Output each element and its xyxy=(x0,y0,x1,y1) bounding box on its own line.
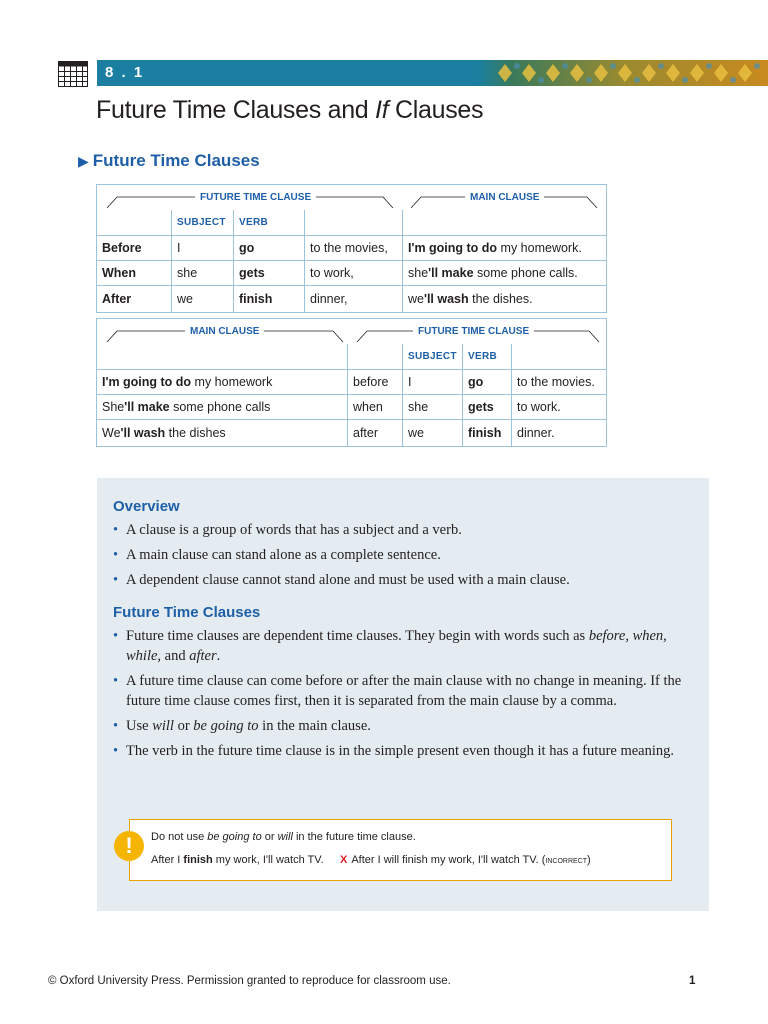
blank-cell xyxy=(97,210,172,236)
note-box xyxy=(129,819,672,881)
table-cell: she xyxy=(403,395,463,420)
note-rule: Do not use be going to or will in the future time clause. xyxy=(151,831,416,843)
table-cell: after xyxy=(348,420,403,446)
table-cell: We 'll wash the dishes xyxy=(97,420,348,446)
blank-cell xyxy=(97,344,348,370)
incorrect-example: X After I will finish my work, I'll watch TV. (incorrect) xyxy=(340,854,591,866)
overview-heading: Overview xyxy=(113,498,180,515)
page-number: 1 xyxy=(689,975,696,987)
table-cell: dinner, xyxy=(305,286,403,312)
future-time-clause-group: FUTURE TIME CLAUSE xyxy=(105,188,395,210)
triangle-bullet-icon: ▶ xyxy=(78,153,89,169)
table-cell: gets xyxy=(463,395,512,420)
table-cell: when xyxy=(348,395,403,420)
overview-list xyxy=(113,520,693,595)
table-cell: she xyxy=(172,261,234,286)
table-cell: I'm going to do my homework. xyxy=(403,236,606,261)
blank-cell xyxy=(512,344,606,370)
table-cell: go xyxy=(234,236,305,261)
verb-header: VERB xyxy=(234,210,305,236)
table-cell: we 'll wash the dishes. xyxy=(408,292,533,306)
list-item: • Use will or be going to in the main clause. xyxy=(113,716,693,736)
future-time-clauses-heading: Future Time Clauses xyxy=(113,604,261,621)
table-cell: to work. xyxy=(512,395,606,420)
section-number: 8 . 1 xyxy=(105,64,145,81)
table-cell: After xyxy=(97,286,172,312)
table-cell: She 'll make some phone calls xyxy=(97,395,348,420)
table-cell: When xyxy=(97,261,172,286)
section-header-bar xyxy=(97,60,768,86)
table-cell: I xyxy=(172,236,234,261)
table-cell: to the movies, xyxy=(305,236,403,261)
subject-header: SUBJECT xyxy=(403,344,463,370)
table-cell: we xyxy=(403,420,463,446)
table-cell: Before xyxy=(97,236,172,261)
page-title: Future Time Clauses and If Clauses xyxy=(96,96,484,124)
table-cell: go xyxy=(463,370,512,395)
table-cell: before xyxy=(348,370,403,395)
table-cell: dinner. xyxy=(517,426,555,440)
list-item: • Future time clauses are dependent time clauses. They begin with words such as before, when, while, and after. xyxy=(113,626,693,666)
table-cell: gets xyxy=(234,261,305,286)
table-cell: we xyxy=(172,286,234,312)
list-item: • A clause is a group of words that has a subject and a verb. xyxy=(113,520,693,540)
list-item: • A main clause can stand alone as a complete sentence. xyxy=(113,545,693,565)
mosaic-decoration xyxy=(478,60,768,86)
table-grid-icon xyxy=(58,61,88,87)
correct-example: After I finish my work, I'll watch TV. xyxy=(151,854,324,866)
main-clause-group: MAIN CLAUSE xyxy=(105,322,345,344)
blank-cell xyxy=(305,210,403,236)
table-cell: she 'll make some phone calls. xyxy=(403,261,606,286)
table-cell: to the movies. xyxy=(512,370,606,395)
section-heading: ▶ Future Time Clauses xyxy=(78,151,260,170)
x-mark-icon: X xyxy=(340,854,348,866)
list-item: • The verb in the future time clause is in the simple present even though it has a future meaning. xyxy=(113,741,693,761)
exclamation-icon: ! xyxy=(114,831,144,861)
verb-header: VERB xyxy=(463,344,512,370)
main-first-table xyxy=(96,318,607,447)
table-cell: I xyxy=(403,370,463,395)
footer-copyright: © Oxford University Press. Permission granted to reproduce for classroom use. xyxy=(48,975,451,987)
list-item: • A dependent clause cannot stand alone and must be used with a main clause. xyxy=(113,570,693,590)
blank-cell xyxy=(403,210,606,236)
list-item: • A future time clause can come before or after the main clause with no change in meaning. If the future time clause comes first, then it is separated from the main clause by a comma. xyxy=(113,671,693,711)
table-cell: finish xyxy=(463,420,512,446)
table-cell: finish xyxy=(234,286,305,312)
future-first-table xyxy=(96,184,607,313)
subject-header: SUBJECT xyxy=(172,210,234,236)
future-time-clause-group: FUTURE TIME CLAUSE xyxy=(355,322,601,344)
table-cell: to work, xyxy=(305,261,403,286)
main-clause-group: MAIN CLAUSE xyxy=(409,188,599,210)
table-cell: I'm going to do my homework xyxy=(97,370,348,395)
future-time-clauses-list xyxy=(113,626,693,766)
blank-cell xyxy=(348,344,403,370)
